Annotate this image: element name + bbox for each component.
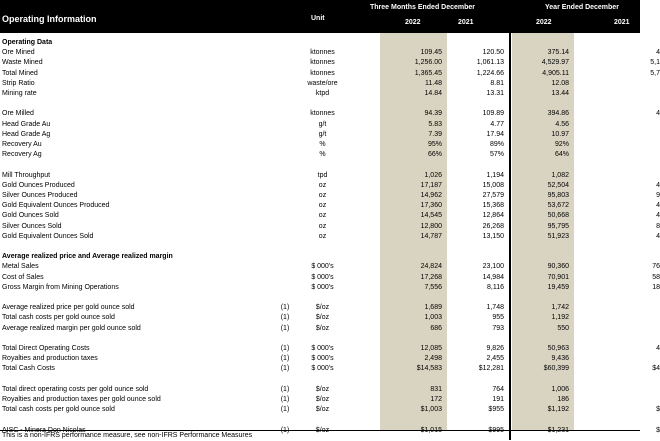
year-ended-header: Year Ended December (545, 4, 619, 11)
value-y-2021: 4 (656, 181, 660, 189)
row-unit: $ 000's (311, 345, 334, 352)
table-row (0, 99, 640, 109)
row-note: (1) (280, 426, 290, 434)
value-y-2022: 92% (554, 141, 569, 148)
value-y-2022: 51,923 (547, 232, 569, 240)
table-row (0, 79, 640, 89)
row-unit: oz (318, 222, 327, 230)
row-unit: $ 000's (311, 283, 334, 291)
value-y-2021: 4 (656, 345, 660, 352)
value-q-2021: 8.81 (490, 79, 504, 87)
value-q-2022: 1,003 (424, 314, 442, 322)
row-label: Mill Throughput (2, 171, 51, 179)
table-row (0, 191, 660, 201)
row-label: Recovery Au (2, 141, 42, 148)
value-q-2021: 109.89 (482, 110, 504, 118)
value-q-2022: 66% (427, 151, 442, 159)
value-q-2021: 12,864 (482, 212, 504, 220)
table-row (0, 109, 660, 119)
table-row (0, 181, 660, 191)
table-row (0, 283, 660, 293)
row-unit: % (319, 141, 326, 148)
row-label: Head Grade Ag (2, 130, 51, 138)
table-row (0, 171, 640, 181)
row-note: (1) (280, 355, 290, 363)
value-q-2022: 14,962 (420, 192, 442, 199)
three-months-header: Three Months Ended December (370, 4, 476, 11)
value-y-2021: 4 (656, 212, 660, 220)
row-label: Gold Equivalent Ounces Sold (2, 232, 94, 240)
row-unit: g/t (318, 130, 327, 138)
table-row (0, 334, 640, 344)
value-y-2022: 1,742 (551, 304, 569, 312)
row-label: Recovery Ag (2, 151, 42, 159)
table-header (0, 0, 640, 33)
value-y-2022: 70,901 (547, 273, 569, 281)
value-q-2022: 686 (430, 324, 442, 332)
value-y-2021: 4 (656, 49, 660, 57)
value-q-2021: 2,455 (486, 355, 504, 363)
row-unit: tpd (317, 171, 328, 179)
value-q-2021: 793 (492, 324, 504, 332)
value-y-2022: 9,436 (551, 355, 569, 363)
value-q-2022: 17,268 (420, 273, 442, 281)
table-row (0, 313, 640, 323)
value-q-2021: 13.31 (486, 90, 504, 97)
row-unit: oz (318, 212, 327, 220)
value-q-2022: 14,545 (420, 212, 442, 220)
row-note: (1) (280, 304, 290, 312)
value-y-2022: 53,672 (547, 202, 569, 210)
value-q-2022: 12,085 (420, 345, 442, 352)
row-label: Average realized price and Average realized margin (2, 253, 173, 261)
row-label: Ore Milled (2, 110, 34, 118)
value-y-2022: $1,192 (547, 406, 569, 414)
value-q-2021: 17.94 (486, 130, 504, 138)
row-unit: ktpd (315, 90, 330, 97)
value-y-2022: $60,399 (543, 365, 569, 373)
row-unit: oz (318, 202, 327, 210)
value-q-2022: $14,583 (416, 365, 442, 373)
value-q-2022: 14.84 (424, 90, 442, 97)
value-y-2021: 5,7 (650, 69, 660, 77)
value-q-2022: 17,360 (420, 202, 442, 210)
value-q-2021: 1,224.66 (476, 69, 504, 77)
table-row (0, 303, 640, 313)
value-y-2022: 52,504 (547, 181, 569, 189)
value-q-2021: $955 (488, 406, 504, 414)
value-y-2022: 186 (557, 396, 569, 403)
year-header-q-2021: 2021 (458, 19, 474, 26)
row-label: Total cash costs per gold ounce sold (2, 406, 115, 414)
value-q-2022: 14,787 (420, 232, 442, 240)
value-y-2021: 5,1 (650, 59, 660, 67)
row-unit: oz (318, 181, 327, 189)
row-unit: $ 000's (311, 263, 334, 271)
row-unit: $ 000's (311, 365, 334, 373)
value-y-2022: 394.86 (547, 110, 569, 118)
row-unit: $/oz (315, 406, 330, 414)
row-label: Gold Ounces Produced (2, 181, 75, 189)
table-row (0, 211, 660, 221)
value-q-2022: 5.83 (428, 120, 442, 128)
value-q-2022: 7.39 (428, 130, 442, 138)
row-label: Gold Ounces Sold (2, 212, 59, 220)
row-unit: oz (318, 192, 327, 199)
value-q-2021: 15,008 (482, 181, 504, 189)
value-q-2022: 17,187 (420, 181, 442, 189)
value-y-2021: $ (656, 426, 660, 434)
value-q-2022: 11.48 (425, 79, 442, 87)
value-y-2022: 95,803 (547, 192, 569, 199)
table-row (0, 354, 640, 364)
value-q-2022: 95% (427, 141, 442, 148)
value-q-2021: 89% (489, 141, 504, 148)
row-unit: ktonnes (310, 69, 335, 77)
year-header-q-2022: 2022 (405, 19, 421, 26)
value-q-2021: $995 (488, 426, 504, 434)
value-y-2022: 1,006 (551, 385, 569, 393)
value-y-2021: 18 (652, 283, 660, 291)
value-y-2022: 50,668 (547, 212, 569, 220)
row-unit: $ 000's (311, 355, 334, 363)
table-row (0, 48, 660, 58)
row-unit: $ 000's (311, 273, 334, 281)
table-row (0, 140, 640, 150)
year-header-y-2022: 2022 (536, 19, 552, 26)
value-q-2021: 14,984 (482, 273, 504, 281)
value-y-2022: 64% (554, 151, 569, 159)
value-q-2021: 26,268 (482, 222, 504, 230)
row-label: Strip Ratio (2, 79, 35, 87)
value-q-2022: 172 (430, 396, 442, 403)
row-note: (1) (280, 365, 290, 373)
value-y-2021: 4 (656, 202, 660, 210)
year-header-y-2021: 2021 (614, 19, 630, 26)
value-y-2022: 13.44 (551, 90, 569, 97)
value-y-2021: 58 (652, 273, 660, 281)
unit-column-header: Unit (311, 15, 325, 22)
value-y-2022: 50,963 (547, 345, 569, 352)
row-unit: $/oz (315, 304, 330, 312)
value-q-2022: 1,026 (424, 171, 442, 179)
table-row (0, 58, 660, 68)
row-note: (1) (280, 385, 290, 393)
row-unit: waste/ore (307, 79, 338, 87)
value-y-2021: 76 (652, 263, 660, 271)
row-unit: ktonnes (310, 110, 335, 118)
table-row (0, 38, 640, 48)
table-row (0, 130, 640, 140)
value-q-2021: 15,368 (482, 202, 504, 210)
value-q-2021: 4.77 (490, 120, 504, 128)
value-y-2021: $ (656, 406, 660, 414)
value-q-2021: 1,061.13 (476, 59, 504, 67)
table-row (0, 120, 640, 130)
value-y-2021: 4 (656, 110, 660, 118)
table-row (0, 375, 640, 385)
value-y-2022: 4,905.11 (542, 69, 569, 77)
value-q-2022: 109.45 (420, 49, 442, 57)
value-y-2022: 1,082 (551, 171, 569, 179)
table-row (0, 232, 660, 242)
row-unit: $/oz (315, 324, 330, 332)
value-q-2022: 1,365.45 (414, 69, 442, 77)
row-label: Cost of Sales (2, 273, 44, 281)
row-label: Gold Equivalent Ounces Produced (2, 202, 110, 210)
row-note: (1) (280, 406, 290, 414)
row-label: Metal Sales (2, 263, 39, 271)
value-q-2022: 831 (430, 385, 442, 393)
value-y-2021: 4 (656, 232, 660, 240)
value-q-2022: $1,015 (420, 426, 442, 434)
value-q-2021: $12,281 (478, 365, 504, 373)
table-row (0, 150, 640, 160)
table-row (0, 344, 660, 354)
table-row (0, 201, 660, 211)
row-unit: ktonnes (310, 49, 335, 57)
value-q-2022: 7,556 (424, 283, 442, 291)
value-y-2022: 550 (557, 324, 569, 332)
row-label: Mining rate (2, 90, 37, 97)
value-q-2021: 1,748 (486, 304, 504, 312)
value-q-2022: $1,003 (420, 406, 442, 414)
value-q-2021: 8,116 (487, 283, 504, 291)
row-label: Royalties and production taxes (2, 355, 98, 363)
table-row (0, 395, 640, 405)
value-y-2022: 12.08 (551, 79, 569, 87)
value-q-2021: 1,194 (486, 171, 504, 179)
footnote (0, 430, 640, 441)
table-row (0, 415, 640, 425)
value-y-2022: 4,529.97 (541, 59, 569, 67)
row-label: Silver Ounces Sold (2, 222, 62, 230)
table-row (0, 405, 660, 415)
row-label: Gross Margin from Mining Operations (2, 283, 119, 291)
value-y-2021: $4 (652, 365, 660, 373)
value-y-2022: 375.14 (547, 49, 569, 57)
row-note: (1) (280, 324, 290, 332)
value-q-2021: 764 (492, 385, 504, 393)
value-y-2022: 4.56 (555, 120, 569, 128)
row-label: Average realized margin per gold ounce sold (2, 324, 141, 332)
value-q-2021: 27,579 (482, 192, 504, 199)
table-row (0, 293, 640, 303)
row-note: (1) (280, 396, 290, 403)
value-y-2022: 19,459 (547, 283, 569, 291)
value-y-2022: 95,795 (547, 222, 569, 230)
table-row (0, 262, 660, 272)
value-q-2021: 57% (489, 151, 504, 159)
row-label: Silver Ounces Produced (2, 192, 78, 199)
value-q-2021: 955 (492, 314, 504, 322)
value-q-2022: 94.39 (424, 110, 442, 118)
table-row (0, 364, 660, 374)
row-note: (1) (280, 345, 290, 352)
table-row (0, 69, 660, 79)
value-q-2021: 23,100 (482, 263, 504, 271)
value-y-2022: 90,360 (547, 263, 569, 271)
table-row (0, 385, 640, 395)
value-q-2021: 13,150 (482, 232, 504, 240)
row-label: Total Cash Costs (2, 365, 55, 373)
row-label: Waste Mined (2, 59, 43, 67)
value-q-2021: 9,826 (486, 345, 504, 352)
value-q-2022: 12,800 (420, 222, 442, 230)
footnote-text: This is a non-IFRS performance measure, see non-IFRS Performance Measures (2, 432, 253, 439)
row-unit: $/oz (315, 385, 330, 393)
row-label: AISC - Minera Don Nicolas (2, 426, 86, 434)
row-unit: $/oz (315, 314, 330, 322)
row-unit: oz (318, 232, 327, 240)
table-row (0, 89, 640, 99)
row-unit: g/t (318, 120, 327, 128)
row-label: Average realized price per gold ounce sold (2, 304, 135, 312)
row-label: Total Direct Operating Costs (2, 345, 90, 352)
value-q-2021: 191 (492, 396, 504, 403)
value-q-2022: 1,689 (424, 304, 442, 312)
row-unit: % (319, 151, 326, 159)
row-note: (1) (280, 314, 290, 322)
table-row (0, 160, 640, 170)
table-row (0, 324, 640, 334)
value-y-2022: 10.97 (551, 130, 569, 138)
value-q-2022: 2,498 (424, 355, 442, 363)
row-label: Ore Mined (2, 49, 35, 57)
value-y-2022: $1,231 (547, 426, 569, 434)
row-label: Operating Data (2, 39, 53, 46)
row-label: Head Grade Au (2, 120, 51, 128)
table-row (0, 222, 660, 232)
row-label: Total Mined (2, 69, 38, 77)
row-label: Total cash costs per gold ounce sold (2, 314, 115, 322)
row-unit: ktonnes (310, 59, 335, 67)
table-row (0, 242, 640, 252)
value-y-2021: 9 (656, 192, 660, 199)
value-y-2022: 1,192 (551, 314, 569, 322)
table-row (0, 273, 660, 283)
row-label: Total direct operating costs per gold ounce sold (2, 385, 149, 393)
value-q-2022: 1,256.00 (414, 59, 442, 67)
value-q-2022: 24,824 (420, 263, 442, 271)
value-y-2021: 8 (656, 222, 660, 230)
table-title: Operating Information (2, 14, 97, 24)
table-row (0, 252, 640, 262)
row-unit: $/oz (315, 396, 330, 403)
value-q-2021: 120.50 (482, 49, 504, 57)
row-label: Royalties and production taxes per gold ounce sold (2, 396, 161, 403)
row-unit: $/oz (315, 426, 330, 434)
